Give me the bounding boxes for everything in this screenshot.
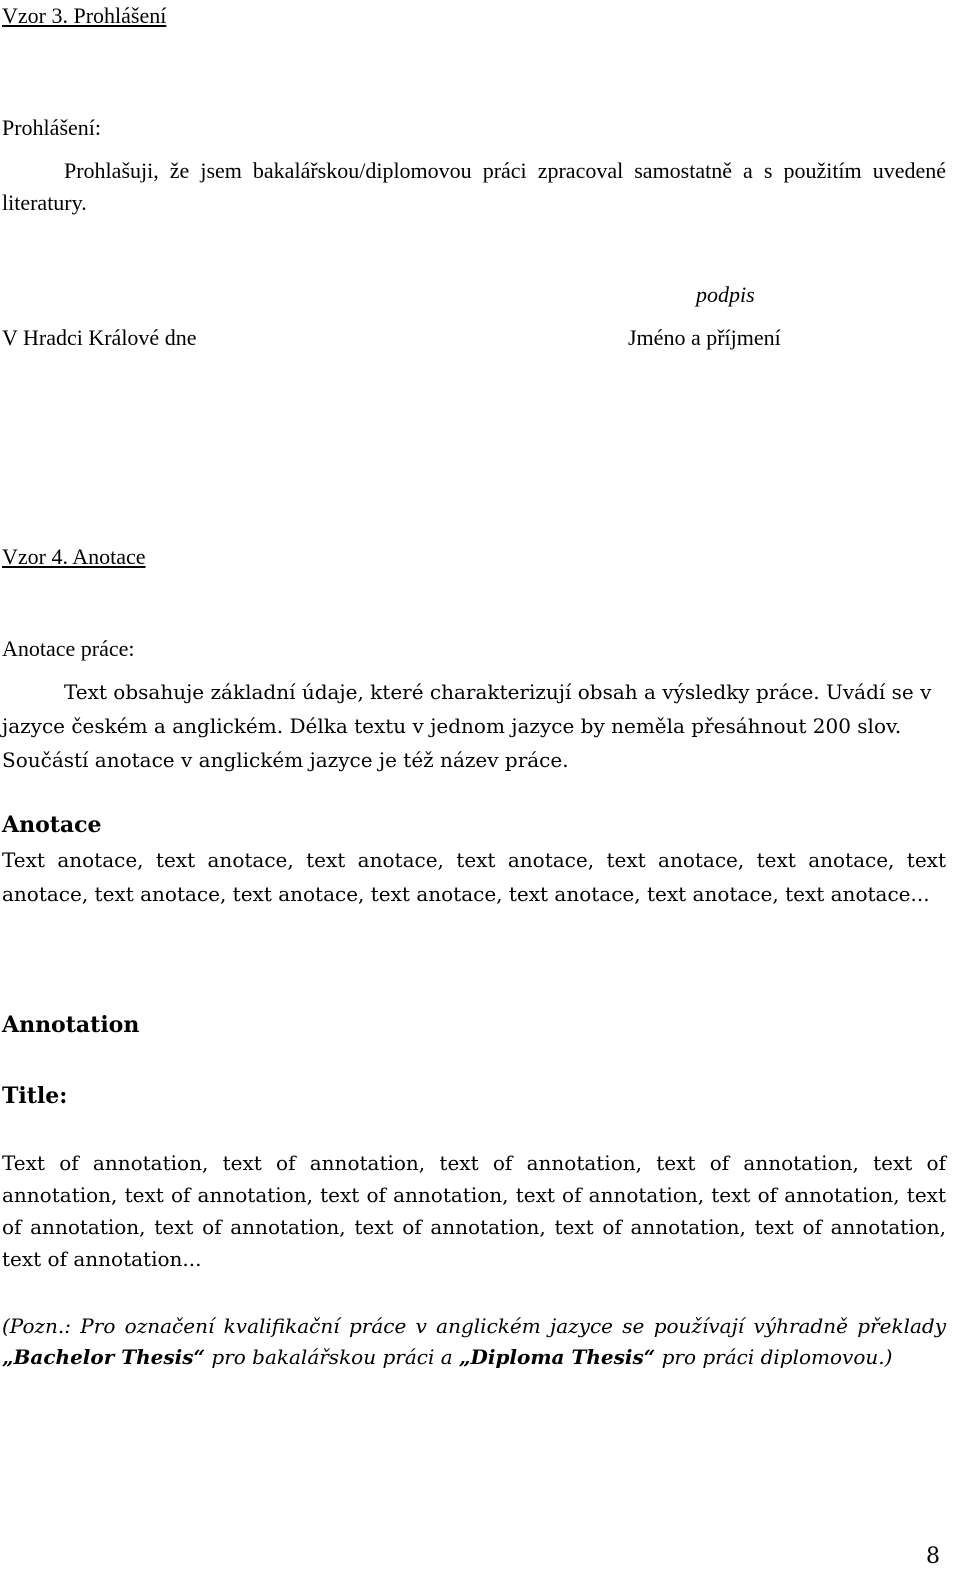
title-label: Title:: [2, 1083, 68, 1109]
anotace-prace-label: Anotace práce:: [2, 636, 135, 661]
note-bachelor-thesis: „Bachelor Thesis“: [2, 1345, 206, 1369]
note-middle: pro bakalářskou práci a: [205, 1345, 459, 1369]
name-line: Jméno a příjmení: [628, 325, 781, 350]
anotace-text: Text anotace, text anotace, text anotace, text anotace, text anotace, text anotace, text anotace, text anotace, text anotace, text anotace, text anotace, text anotace, text anotace...: [2, 848, 946, 906]
note-suffix: pro práci diplomovou.): [655, 1345, 893, 1369]
note-diploma-thesis: „Diploma Thesis“: [459, 1345, 656, 1369]
vzor3-heading: Vzor 3. Prohlášení: [2, 3, 167, 28]
anotace-heading: Anotace: [2, 812, 102, 838]
prohlaseni-label: Prohlášení:: [2, 115, 101, 140]
signature-label: podpis: [696, 282, 755, 307]
place-date-line: V Hradci Králové dne: [2, 325, 197, 350]
page-number: 8: [926, 1544, 940, 1569]
prohlaseni-paragraph: Prohlašuji, že jsem bakalářskou/diplomovou práci zpracoval samostatně a s použitím uvedené literatury.: [2, 158, 946, 215]
annotation-text: Text of annotation, text of annotation, text of annotation, text of annotation, text of annotation, text of annotation, text of annotation, text of annotation, text of annotation, text of annotation, text of annotation, text of annotation, text of annotation, text of annotation, text of annotation...: [2, 1151, 946, 1271]
anotace-description-paragraph: Text obsahuje základní údaje, které charakterizují obsah a výsledky práce. Uvádí se v jazyce českém a anglickém. Délka textu v jednom jazyce by neměla přesáhnout 200 slov. Součástí anotace v anglickém jazyce je též název práce.: [2, 680, 932, 772]
note-prefix: (Pozn.: Pro označení kvalifikační práce v anglickém jazyce se používají výhradně překlady: [2, 1314, 946, 1338]
vzor4-heading: Vzor 4. Anotace: [2, 544, 146, 569]
qualification-note: [2, 1311, 946, 1373]
annotation-heading: Annotation: [2, 1012, 140, 1038]
